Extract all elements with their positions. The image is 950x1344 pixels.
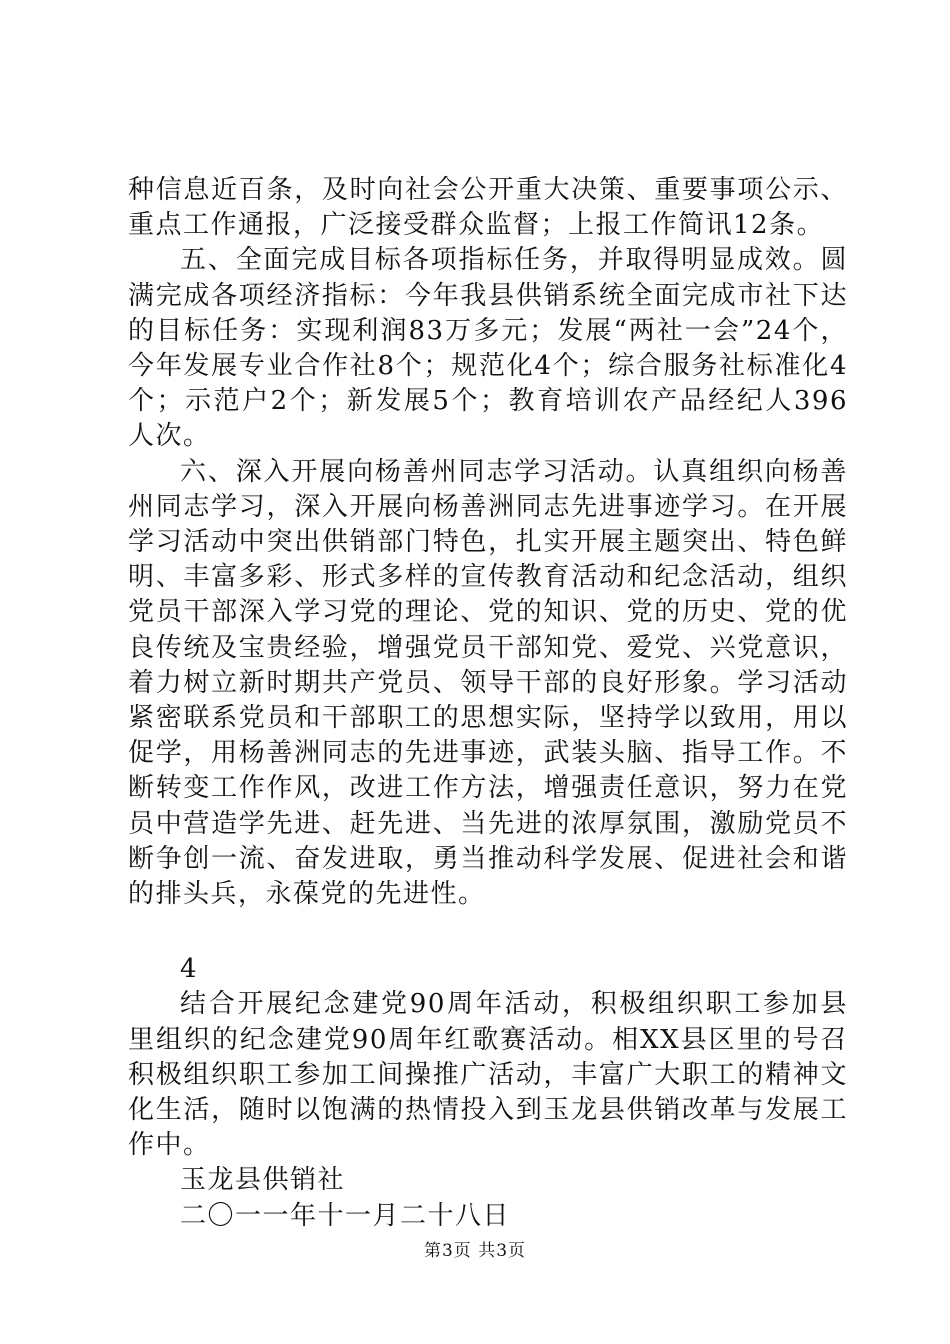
page-footer: 第3页 共3页 bbox=[423, 1241, 527, 1261]
section-number: 4 bbox=[180, 954, 199, 985]
document-body bbox=[128, 173, 848, 1234]
signature-date: 二〇一一年十一月二十八日 bbox=[180, 1200, 511, 1231]
paragraph-section-five: 五、全面完成目标各项指标任务，并取得明显成效。圆满完成各项经济指标：今年我县供销系统全面完成市社下达的目标任务：实现利润83万多元；发展“两社一会”24个，今年发展专业合作社8个；规范化4个；综合服务社标准化4个；示范户2个；新发展5个；教育培训农产品经纪人396人次。 bbox=[128, 245, 848, 452]
paragraph-section-six: 六、深入开展向杨善州同志学习活动。认真组织向杨善州同志学习，深入开展向杨善洲同志先进事迹学习。在开展学习活动中突出供销部门特色，扎实开展主题突出、特色鲜明、丰富多彩、形式多样的宣传教育活动和纪念活动，组织党员干部深入学习党的理论、党的知识、党的历史、党的优良传统及宝贵经验，增强党员干部知党、爱党、兴党意识，着力树立新时期共产党员、领导干部的良好形象。学习活动紧密联系党员和干部职工的思想实际，坚持学以致用，用以促学，用杨善洲同志的先进事迹，武装头脑、指导工作。不断转变工作作风，改进工作方法，增强责任意识，努力在党员中营造学先进、赶先进、当先进的浓厚氛围，激励党员不断争创一流、奋发进取，勇当推动科学发展、促进社会和谐的排头兵，永葆党的先进性。 bbox=[128, 456, 848, 910]
signature-organization: 玉龙县供销社 bbox=[180, 1165, 346, 1196]
paragraph-spacer bbox=[128, 912, 848, 952]
paragraph-continued: 种信息近百条，及时向社会公开重大决策、重要事项公示、重点工作通报，广泛接受群众监督；上报工作简讯12条。 bbox=[128, 175, 848, 241]
paragraph-closing: 结合开展纪念建党90周年活动，积极组织职工参加县里组织的纪念建党90周年红歌赛活动。相XX县区里的号召积极组织职工参加工间操推广活动，丰富广大职工的精神文化生活，随时以饱满的热情投入到玉龙县供销改革与发展工作中。 bbox=[128, 989, 848, 1161]
